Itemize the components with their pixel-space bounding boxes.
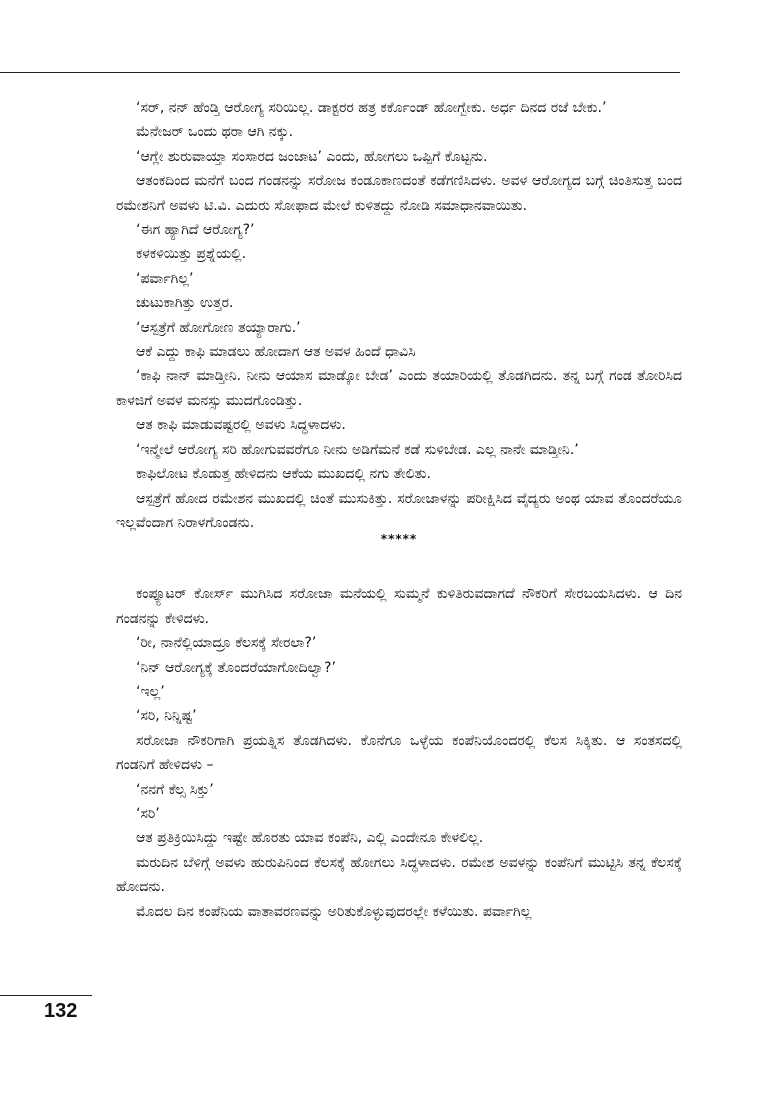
paragraph: ‘ಪರ್ವಾಗಿಲ್ಲ’ bbox=[136, 270, 194, 287]
paragraph: ‘ಸರ್, ನನ್ ಹೆಂಡ್ತಿ ಆರೋಗ್ಯ ಸರಿಯಿಲ್ಲ. ಡಾಕ್ಟರರ ಹತ್ರ ಕರ್ಕೊಂಡ್ ಹೋಗ್ಬೇಕು. ಅರ್ಧ ದಿನದ ರಜೆ ಬೇಕು.’ bbox=[136, 100, 607, 116]
paragraph: ‘ರೀ, ನಾನೆಲ್ಲಿಯಾದ್ರೂ ಕೆಲಸಕ್ಕೆ ಸೇರಲಾ?’ bbox=[136, 635, 317, 652]
paragraph: ಸರೋಜಾ ನೌಕರಿಗಾಗಿ ಪ್ರಯತ್ನಿಸ ತೊಡಗಿದಳು. ಕೊನೆಗೂ ಒಳ್ಳೆಯ ಕಂಪೆನಿಯೊಂದರಲ್ಲಿ ಕೆಲಸ ಸಿಕ್ಕಿತು. ಆ ಸಂತಸದಲ್ಲಿ ಗಂಡನಿಗೆ ಹೇಳಿದಳು – bbox=[116, 732, 682, 774]
paragraph: ‘ನನಗೆ ಕೆಲ್ಸ ಸಿಕ್ತು’ bbox=[136, 781, 214, 798]
paragraph: ಕಂಪ್ಯೂಟರ್ ಕೋರ್ಸ್ ಮುಗಿಸಿದ ಸರೋಜಾ ಮನೆಯಲ್ಲಿ ಸುಮ್ಮನೆ ಕುಳಿತಿರುವದಾಗದೆ ನೌಕರಿಗೆ ಸೇರಬಯಸಿದಳು. ಆ ದಿನ ಗಂಡನನ್ನು ಕೇಳಿದಳು. bbox=[116, 586, 682, 627]
story-text bbox=[116, 96, 682, 924]
paragraph: ಮೊದಲ ದಿನ ಕಂಪೆನಿಯ ವಾತಾವರಣವನ್ನು ಅರಿತುಕೊಳ್ಳುವುದರಲ್ಲೇ ಕಳೆಯಿತು. ಪರ್ವಾಗಿಲ್ಲ bbox=[136, 903, 532, 920]
paragraph: ಆತಂಕದಿಂದ ಮನೆಗೆ ಬಂದ ಗಂಡನನ್ನು ಸರೋಜ ಕಂಡೂಕಾಣದಂತೆ ಕಡೆಗಣಿಸಿದಳು. ಅವಳ ಆರೋಗ್ಯದ ಬಗ್ಗೆ ಚಿಂತಿಸುತ್ತ ಬಂದ ರಮೇಶನಿಗೆ ಅವಳು ಟಿ.ವಿ. ಎದುರು ಸೋಫಾದ ಮೇಲೆ ಕುಳಿತದ್ದು ನೋಡಿ ಸಮಾಧಾನವಾಯಿತು. bbox=[116, 173, 682, 214]
paragraph: ಆಸ್ಪತ್ರೆಗೆ ಹೋದ ರಮೇಶನ ಮುಖದಲ್ಲಿ ಚಿಂತೆ ಮುಸುಕಿತ್ತು. ಸರೋಜಾಳನ್ನು ಪರೀಕ್ಷಿಸಿದ ವೈದ್ಯರು ಅಂಥ ಯಾವ ತೊಂದರೆಯೂ ಇಲ್ಲವೆಂದಾಗ ನಿರಾಳಗೊಂಡನು. bbox=[116, 490, 682, 531]
paragraph: ಮರುದಿನ ಬೆಳಿಗ್ಗೆ ಅವಳು ಹುರುಪಿನಿಂದ ಕೆಲಸಕ್ಕೆ ಹೋಗಲು ಸಿದ್ಧಳಾದಳು. ರಮೇಶ ಅವಳನ್ನು ಕಂಪೆನಿಗೆ ಮುಟ್ಟಿಸಿ ತನ್ನ ಕೆಲಸಕ್ಕೆ ಹೋದನು. bbox=[116, 854, 682, 896]
section-separator: ***** bbox=[380, 532, 418, 547]
paragraph: ‘ಸರಿ, ನಿನ್ನಿಷ್ಟ’ bbox=[136, 708, 197, 725]
paragraph: ಕಳಕಳಿಯಿತ್ತು ಪ್ರಶ್ನೆಯಲ್ಲಿ. bbox=[136, 246, 247, 263]
paragraph: ಆತ ಕಾಫಿ ಮಾಡುವಷ್ಟರಲ್ಲಿ ಅವಳು ಸಿದ್ಧಳಾದಳು. bbox=[136, 417, 346, 434]
paragraph: ಆತ ಪ್ರತಿಕ್ರಿಯಿಸಿದ್ದು ಇಷ್ಟೇ ಹೊರತು ಯಾವ ಕಂಪೆನಿ, ಎಲ್ಲಿ ಎಂದೇನೂ ಕೇಳಲಿಲ್ಲ. bbox=[136, 830, 484, 847]
footer-rule bbox=[0, 995, 92, 996]
paragraph: ‘ಆಗ್ಲೇ ಶುರುವಾಯ್ತಾ ಸಂಸಾರದ ಜಂಜಾಟ’ ಎಂದು, ಹೋಗಲು ಒಪ್ಪಿಗೆ ಕೊಟ್ಟನು. bbox=[136, 148, 488, 165]
paragraph: ‘ಕಾಫಿ ನಾನ್ ಮಾಡ್ತೀನಿ. ನೀನು ಆಯಾಸ ಮಾಡ್ಕೋ ಬೇಡ’ ಎಂದು ತಯಾರಿಯಲ್ಲಿ ತೊಡಗಿದನು. ತನ್ನ ಬಗ್ಗೆ ಗಂಡ ತೋರಿಸಿದ ಕಾಳಜಿಗೆ ಅವಳ ಮನಸ್ಸು ಮುದಗೊಂಡಿತ್ತು. bbox=[116, 368, 682, 409]
paragraph: ಆಕೆ ಎದ್ದು ಕಾಫಿ ಮಾಡಲು ಹೋದಾಗ ಆತ ಅವಳ ಹಿಂದೆ ಧಾವಿಸಿ bbox=[136, 344, 416, 361]
header-rule bbox=[0, 72, 680, 73]
paragraph: ಮೆನೇಜರ್ ಒಂದು ಥರಾ ಆಗಿ ನಕ್ಕು. bbox=[136, 124, 294, 141]
page-number: 132 bbox=[44, 1000, 78, 1022]
paragraph: ‘ಆಸ್ಪತ್ರೆಗೆ ಹೋಗೋಣ ತಯ್ಯಾರಾಗು.’ bbox=[136, 319, 301, 336]
paragraph: ಚುಟುಕಾಗಿತ್ತು ಉತ್ತರ. bbox=[136, 295, 234, 312]
section-gap bbox=[116, 549, 682, 582]
paragraph: ‘ಸರಿ’ bbox=[136, 805, 160, 822]
paragraph: ‘ಇನ್ಮೇಲೆ ಆರೋಗ್ಯ ಸರಿ ಹೋಗುವವರೆಗೂ ನೀನು ಅಡಿಗೆಮನೆ ಕಡೆ ಸುಳಿಬೇಡ. ಎಲ್ಲ ನಾನೇ ಮಾಡ್ತೀನಿ.’ bbox=[136, 441, 579, 458]
paragraph: ‘ಈಗ ಹ್ಯಾಗಿದೆ ಆರೋಗ್ಯ?’ bbox=[136, 222, 255, 239]
paragraph: ಕಾಫಿಲೋಟ ಕೊಡುತ್ತ ಹೇಳಿದನು ಆಕೆಯ ಮುಖದಲ್ಲಿ ನಗು ತೇಲಿತು. bbox=[136, 466, 431, 483]
paragraph: ‘ಇಲ್ಲ’ bbox=[136, 683, 165, 700]
paragraph: ‘ನಿನ್ ಆರೋಗ್ಯಕ್ಕೆ ತೊಂದರೆಯಾಗೋದಿಲ್ವಾ?’ bbox=[136, 659, 336, 676]
